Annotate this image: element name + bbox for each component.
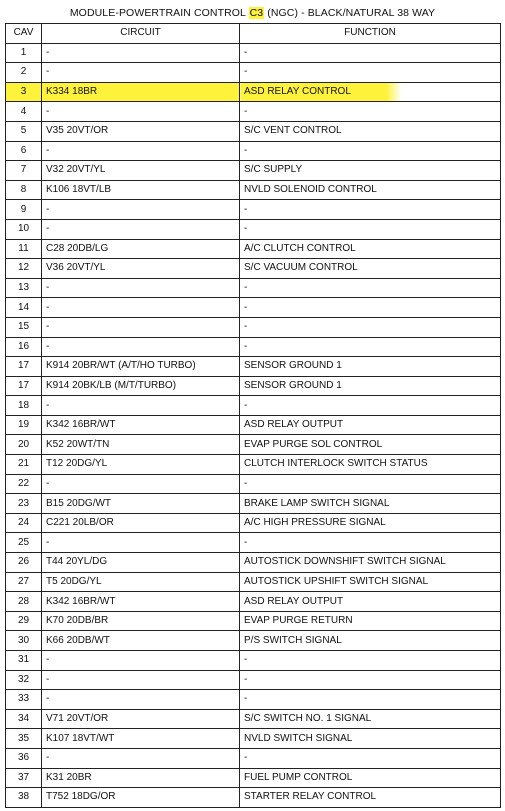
circuit-cell: K66 20DB/WT: [42, 631, 240, 651]
circuit-cell: V32 20VT/YL: [42, 161, 240, 181]
table-row: [6, 533, 501, 553]
cav-cell: 23: [6, 494, 42, 514]
function-cell: -: [240, 690, 501, 710]
table-row: [6, 748, 501, 768]
cav-cell: 30: [6, 631, 42, 651]
table-row: [6, 455, 501, 475]
function-cell: -: [240, 396, 501, 416]
function-cell: ASD RELAY CONTROL: [240, 82, 501, 102]
circuit-cell: K342 16BR/WT: [42, 592, 240, 612]
function-cell: -: [240, 337, 501, 357]
cav-cell: 26: [6, 553, 42, 573]
function-cell: A/C CLUTCH CONTROL: [240, 239, 501, 259]
cav-cell: 7: [6, 161, 42, 181]
function-cell: S/C SWITCH NO. 1 SIGNAL: [240, 709, 501, 729]
function-cell: NVLD SWITCH SIGNAL: [240, 729, 501, 749]
cav-cell: 38: [6, 788, 42, 808]
function-cell: P/S SWITCH SIGNAL: [240, 631, 501, 651]
function-cell: ASD RELAY OUTPUT: [240, 415, 501, 435]
table-row: [6, 474, 501, 494]
function-cell: ASD RELAY OUTPUT: [240, 592, 501, 612]
circuit-cell: K914 20BK/LB (M/T/TURBO): [42, 376, 240, 396]
function-cell: S/C VENT CONTROL: [240, 121, 501, 141]
function-cell: -: [240, 141, 501, 161]
table-row: [6, 239, 501, 259]
title-cavity-code-highlight: C3: [249, 7, 264, 19]
table-row: [6, 611, 501, 631]
table-row: [6, 729, 501, 749]
function-cell: SENSOR GROUND 1: [240, 357, 501, 377]
table-row: [6, 572, 501, 592]
cav-cell: 31: [6, 651, 42, 671]
cav-cell: 11: [6, 239, 42, 259]
circuit-cell: K52 20WT/TN: [42, 435, 240, 455]
function-cell: -: [240, 200, 501, 220]
table-row: [6, 768, 501, 788]
cav-cell: 18: [6, 396, 42, 416]
table-row: [6, 298, 501, 318]
table-row: [6, 102, 501, 122]
table-row: [6, 357, 501, 377]
function-cell: EVAP PURGE RETURN: [240, 611, 501, 631]
circuit-cell: -: [42, 298, 240, 318]
table-row: [6, 63, 501, 83]
cav-cell: 15: [6, 317, 42, 337]
cav-cell: 34: [6, 709, 42, 729]
cav-cell: 17: [6, 376, 42, 396]
function-cell: AUTOSTICK UPSHIFT SWITCH SIGNAL: [240, 572, 501, 592]
table-row: [6, 631, 501, 651]
table-row: [6, 141, 501, 161]
table-row: [6, 670, 501, 690]
table-row: [6, 43, 501, 63]
function-cell: -: [240, 102, 501, 122]
circuit-cell: -: [42, 278, 240, 298]
circuit-cell: C221 20LB/OR: [42, 513, 240, 533]
function-cell: -: [240, 317, 501, 337]
table-row: [6, 180, 501, 200]
table-row: [6, 259, 501, 279]
circuit-cell: T44 20YL/DG: [42, 553, 240, 573]
cav-cell: 24: [6, 513, 42, 533]
function-cell: SENSOR GROUND 1: [240, 376, 501, 396]
cav-cell: 10: [6, 219, 42, 239]
function-cell: -: [240, 474, 501, 494]
connector-title: [0, 4, 505, 22]
header-cav: CAV: [6, 24, 42, 44]
circuit-cell: K106 18VT/LB: [42, 180, 240, 200]
cav-cell: 33: [6, 690, 42, 710]
circuit-cell: T12 20DG/YL: [42, 455, 240, 475]
circuit-cell: -: [42, 670, 240, 690]
function-cell: NVLD SOLENOID CONTROL: [240, 180, 501, 200]
circuit-cell: -: [42, 651, 240, 671]
cav-cell: 22: [6, 474, 42, 494]
cav-cell: 37: [6, 768, 42, 788]
cav-cell: 1: [6, 43, 42, 63]
cav-cell: 25: [6, 533, 42, 553]
table-row: [6, 553, 501, 573]
table-row: [6, 278, 501, 298]
function-cell: CLUTCH INTERLOCK SWITCH STATUS: [240, 455, 501, 475]
circuit-cell: V35 20VT/OR: [42, 121, 240, 141]
cav-cell: 14: [6, 298, 42, 318]
circuit-cell: -: [42, 474, 240, 494]
cav-cell: 8: [6, 180, 42, 200]
table-row: [6, 337, 501, 357]
table-row: [6, 200, 501, 220]
function-cell: -: [240, 278, 501, 298]
function-cell: -: [240, 298, 501, 318]
table-row: [6, 513, 501, 533]
table-row: [6, 415, 501, 435]
table-row: [6, 592, 501, 612]
cav-cell: 17: [6, 357, 42, 377]
table-row: [6, 82, 501, 102]
function-cell: BRAKE LAMP SWITCH SIGNAL: [240, 494, 501, 514]
function-cell: -: [240, 219, 501, 239]
table-row: [6, 317, 501, 337]
function-cell: S/C VACUUM CONTROL: [240, 259, 501, 279]
table-row: [6, 435, 501, 455]
table-row: [6, 690, 501, 710]
circuit-cell: T752 18DG/OR: [42, 788, 240, 808]
cav-cell: 6: [6, 141, 42, 161]
circuit-cell: K342 16BR/WT: [42, 415, 240, 435]
cav-cell: 36: [6, 748, 42, 768]
circuit-cell: -: [42, 748, 240, 768]
circuit-cell: K31 20BR: [42, 768, 240, 788]
circuit-cell: K914 20BR/WT (A/T/HO TURBO): [42, 357, 240, 377]
circuit-cell: -: [42, 219, 240, 239]
cav-cell: 27: [6, 572, 42, 592]
cav-cell: 3: [6, 82, 42, 102]
cav-cell: 32: [6, 670, 42, 690]
circuit-cell: -: [42, 690, 240, 710]
table-row: [6, 121, 501, 141]
cav-cell: 9: [6, 200, 42, 220]
circuit-cell: -: [42, 43, 240, 63]
table-row: [6, 709, 501, 729]
circuit-cell: -: [42, 141, 240, 161]
function-cell: -: [240, 670, 501, 690]
cav-cell: 2: [6, 63, 42, 83]
circuit-cell: K334 18BR: [42, 82, 240, 102]
table-row: [6, 376, 501, 396]
title-prefix: MODULE-POWERTRAIN CONTROL: [69, 7, 249, 19]
function-cell: S/C SUPPLY: [240, 161, 501, 181]
title-suffix: (NGC) - BLACK/NATURAL 38 WAY: [264, 7, 436, 19]
cav-cell: 16: [6, 337, 42, 357]
function-cell: -: [240, 651, 501, 671]
table-row: [6, 396, 501, 416]
circuit-cell: -: [42, 63, 240, 83]
circuit-cell: -: [42, 317, 240, 337]
function-cell: EVAP PURGE SOL CONTROL: [240, 435, 501, 455]
cav-cell: 28: [6, 592, 42, 612]
circuit-cell: K70 20DB/BR: [42, 611, 240, 631]
table-row: [6, 494, 501, 514]
function-cell: -: [240, 63, 501, 83]
cav-cell: 13: [6, 278, 42, 298]
table-row: [6, 651, 501, 671]
circuit-cell: -: [42, 102, 240, 122]
cav-cell: 20: [6, 435, 42, 455]
cav-cell: 35: [6, 729, 42, 749]
highlight-marker-tail: [382, 95, 388, 101]
cav-cell: 12: [6, 259, 42, 279]
circuit-cell: -: [42, 396, 240, 416]
circuit-cell: V71 20VT/OR: [42, 709, 240, 729]
circuit-cell: T5 20DG/YL: [42, 572, 240, 592]
table-row: [6, 161, 501, 181]
function-cell: STARTER RELAY CONTROL: [240, 788, 501, 808]
table-header-row: [6, 24, 501, 44]
table-row: [6, 788, 501, 808]
circuit-cell: -: [42, 337, 240, 357]
circuit-cell: K107 18VT/WT: [42, 729, 240, 749]
cav-cell: 4: [6, 102, 42, 122]
function-cell: AUTOSTICK DOWNSHIFT SWITCH SIGNAL: [240, 553, 501, 573]
function-cell: A/C HIGH PRESSURE SIGNAL: [240, 513, 501, 533]
circuit-cell: B15 20DG/WT: [42, 494, 240, 514]
function-cell: -: [240, 533, 501, 553]
circuit-cell: -: [42, 533, 240, 553]
header-circuit: CIRCUIT: [42, 24, 240, 44]
table-body: [6, 43, 501, 807]
cav-cell: 5: [6, 121, 42, 141]
table-row: [6, 219, 501, 239]
function-cell: -: [240, 43, 501, 63]
function-cell: -: [240, 748, 501, 768]
circuit-cell: C28 20DB/LG: [42, 239, 240, 259]
function-cell: FUEL PUMP CONTROL: [240, 768, 501, 788]
circuit-cell: -: [42, 200, 240, 220]
cav-cell: 21: [6, 455, 42, 475]
connector-pinout-table: [5, 23, 501, 808]
circuit-cell: V36 20VT/YL: [42, 259, 240, 279]
header-function: FUNCTION: [240, 24, 501, 44]
cav-cell: 29: [6, 611, 42, 631]
cav-cell: 19: [6, 415, 42, 435]
